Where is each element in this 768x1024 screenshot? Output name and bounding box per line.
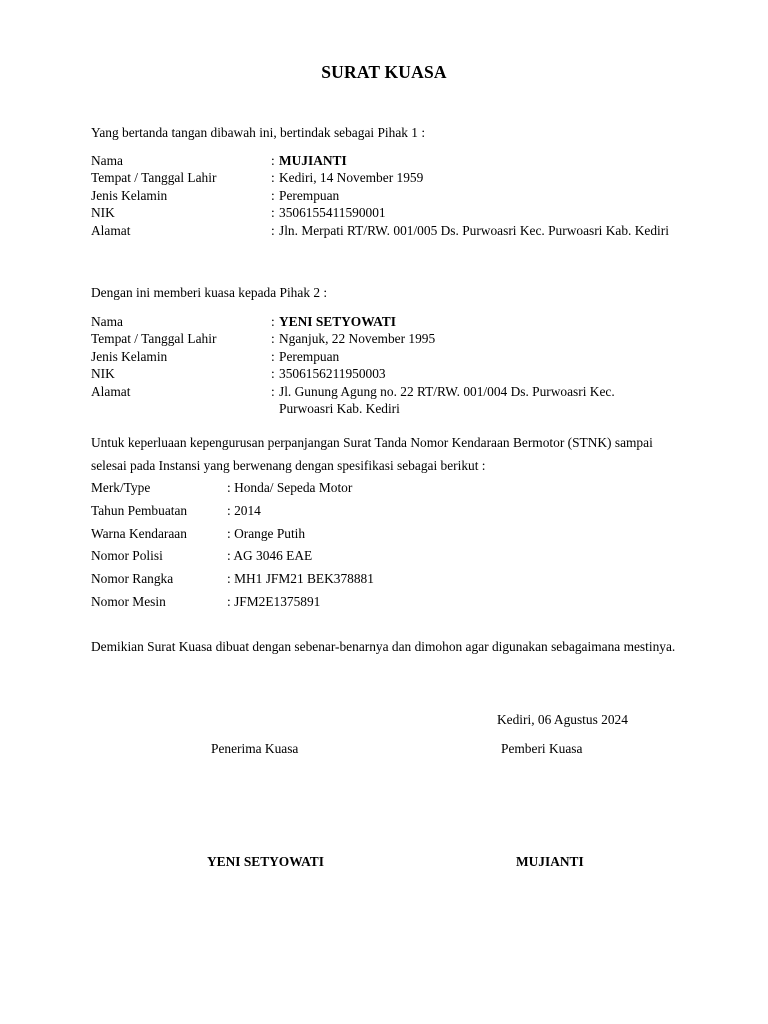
- label-jenis-kelamin: Jenis Kelamin: [91, 187, 168, 203]
- spec-row-polisi: [91, 545, 591, 568]
- pihak-1-details: [91, 152, 711, 256]
- paragraph-penutup: Demikian Surat Kuasa dibuat dengan sebenar-benarnya dan dimohon agar digunakan sebagaimana mestinya.: [91, 639, 676, 654]
- pihak-2-nama: YENI SETYOWATI: [279, 314, 396, 329]
- colon: :: [271, 205, 275, 221]
- pihak-2-row-alamat: [91, 383, 711, 418]
- colon: :: [271, 170, 275, 186]
- label-warna-kendaraan: Warna Kendaraan: [91, 525, 187, 541]
- label-tahun-pembuatan: Tahun Pembuatan: [91, 502, 188, 518]
- label-ttl: Tempat / Tanggal Lahir: [91, 170, 217, 186]
- penerima-kuasa-label: Penerima Kuasa: [211, 741, 299, 756]
- label-jenis-kelamin: Jenis Kelamin: [91, 348, 168, 364]
- pihak-2-details: [91, 313, 711, 417]
- value-tahun-pembuatan: : 2014: [227, 502, 261, 518]
- label-ttl: Tempat / Tanggal Lahir: [91, 331, 217, 347]
- pihak-1-row-nama: [91, 152, 711, 169]
- vehicle-specs: [91, 477, 591, 614]
- paragraph-keperluan: Untuk keperluaan kepengurusan perpanjangan Surat Tanda Nomor Kendaraan Bermotor (STNK) sampai selesai pada Instansi yang berwenang dengan spesifikasi sebagai berikut :: [91, 435, 653, 473]
- spec-row-warna: [91, 523, 591, 546]
- colon: :: [271, 383, 275, 399]
- pihak-1-row-jk: [91, 187, 711, 204]
- value-nomor-polisi: : AG 3046 EAE: [227, 548, 313, 564]
- pihak-1-nik: 3506155411590001: [279, 205, 386, 221]
- label-nomor-rangka: Nomor Rangka: [91, 571, 174, 587]
- document-title: SURAT KUASA: [321, 62, 447, 82]
- pihak-1-row-nik: [91, 204, 711, 221]
- pihak-1-row-ttl: [91, 169, 711, 186]
- pemberi-kuasa-name: MUJIANTI: [516, 854, 584, 869]
- colon: :: [271, 314, 275, 329]
- intro-pihak-2: Dengan ini memberi kuasa kepada Pihak 2 :: [91, 285, 328, 300]
- value-nomor-mesin: : JFM2E1375891: [227, 593, 321, 609]
- label-nomor-mesin: Nomor Mesin: [91, 593, 166, 609]
- pihak-1-row-alamat: [91, 222, 711, 257]
- colon: :: [271, 153, 275, 168]
- colon: :: [271, 222, 275, 238]
- value-nomor-rangka: : MH1 JFM21 BEK378881: [227, 571, 374, 587]
- pihak-1-nama: MUJIANTI: [279, 153, 347, 168]
- label-nomor-polisi: Nomor Polisi: [91, 548, 163, 564]
- value-warna-kendaraan: : Orange Putih: [227, 525, 306, 541]
- colon: :: [271, 366, 275, 382]
- label-nama: Nama: [91, 314, 123, 329]
- label-nik: NIK: [91, 205, 115, 221]
- label-nama: Nama: [91, 153, 123, 168]
- pihak-1-jenis-kelamin: Perempuan: [279, 187, 340, 203]
- label-nik: NIK: [91, 366, 115, 382]
- intro-pihak-1: Yang bertanda tangan dibawah ini, bertindak sebagai Pihak 1 :: [91, 125, 426, 140]
- pemberi-kuasa-label: Pemberi Kuasa: [501, 741, 583, 756]
- place-date: Kediri, 06 Agustus 2024: [497, 712, 628, 727]
- spec-row-merk: [91, 477, 591, 500]
- spec-row-mesin: [91, 591, 591, 614]
- label-alamat: Alamat: [91, 222, 131, 238]
- pihak-2-row-nik: [91, 365, 711, 382]
- colon: :: [271, 331, 275, 347]
- spec-row-tahun: [91, 500, 591, 523]
- pihak-1-alamat: Jln. Merpati RT/RW. 001/005 Ds. Purwoasri Kec. Purwoasri Kab. Kediri: [279, 222, 669, 238]
- pihak-2-jenis-kelamin: Perempuan: [279, 348, 340, 364]
- pihak-2-alamat: Jl. Gunung Agung no. 22 RT/RW. 001/004 Ds. Purwoasri Kec. Purwoasri Kab. Kediri: [279, 383, 615, 416]
- colon: :: [271, 348, 275, 364]
- label-alamat: Alamat: [91, 383, 131, 399]
- colon: :: [271, 187, 275, 203]
- label-merk-type: Merk/Type: [91, 480, 151, 495]
- value-merk-type: : Honda/ Sepeda Motor: [227, 480, 353, 495]
- pihak-2-row-nama: [91, 313, 711, 330]
- pihak-2-nik: 3506156211950003: [279, 366, 386, 382]
- pihak-2-ttl: Nganjuk, 22 November 1995: [279, 331, 436, 347]
- pihak-1-ttl: Kediri, 14 November 1959: [279, 170, 424, 186]
- penerima-kuasa-name: YENI SETYOWATI: [207, 854, 324, 869]
- pihak-2-row-ttl: [91, 330, 711, 347]
- pihak-2-row-jk: [91, 348, 711, 365]
- spec-row-rangka: [91, 568, 591, 591]
